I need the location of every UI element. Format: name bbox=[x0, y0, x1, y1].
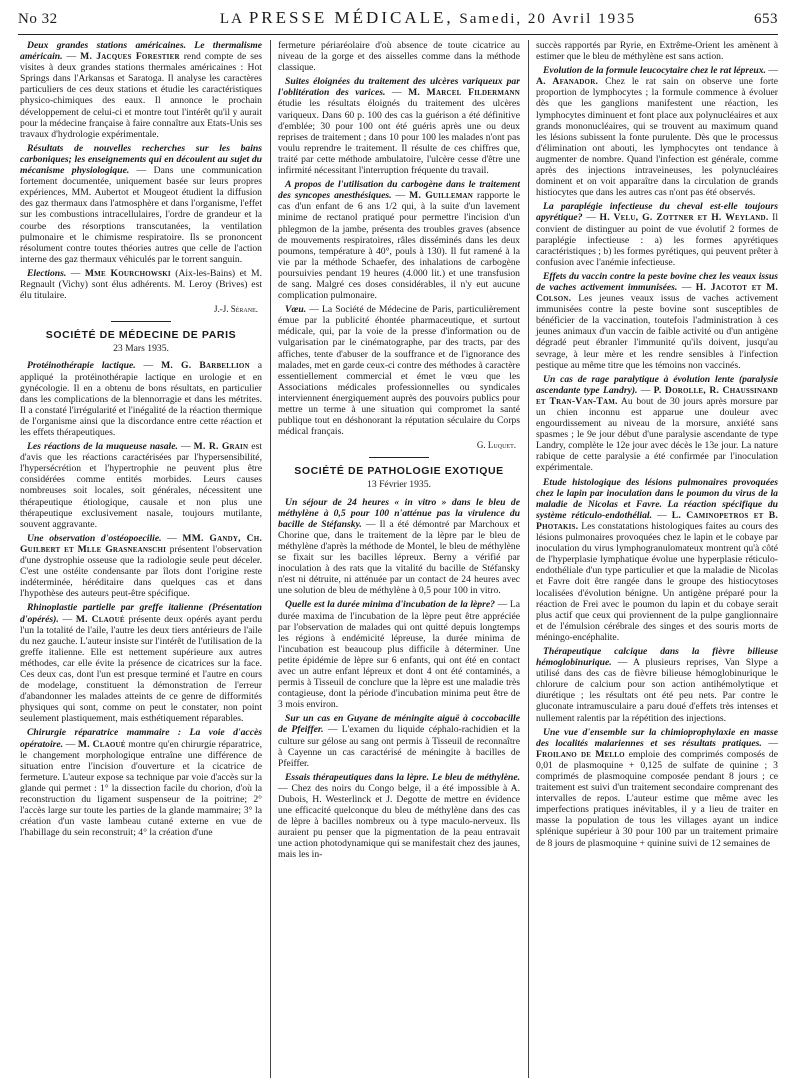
entry-heading: Elections. bbox=[27, 267, 67, 279]
report-entry: Une observation d'ostéopoecilie. — MM. Gandy, Ch. Guilbert et Mlle Grasneanschi présentent l'observation d'une dystrophie osseuse que la radiologie seule peut déceler. C'est une ostéite condensante par îlots dont l'origine reste indéterminée, héréditaire dans quelques cas et dans l'hypothèse des auteurs peut-être spécifique. bbox=[20, 532, 262, 600]
entry-author: M. G. Barbellion bbox=[161, 360, 250, 372]
issue-date: Samedi, 20 Avril 1935 bbox=[459, 11, 637, 27]
journal-title bbox=[148, 8, 708, 28]
entry-heading: Deux grandes stations américaines. Le thermalisme américain. bbox=[20, 40, 262, 63]
report-entry: Chirurgie réparatrice mammaire : La voie d'accès opératoire. — M. Claoué montre qu'en chirurgie réparatrice, le changement morphologique entraîne une différence de situation entre l'incision d'ouverture et la cicatrice de fermeture. L'auteur expose sa technique par voie d'accès sur la glande qui permet : 1° la dissection facile du chorion, d'où la reconstruction du ligament suspenseur de la poitrine; 2° l'accès large sur toute les parties de la glande mammaire; 3° la création d'un vaste lambeau cutané externe en vue de l'habillage du sein reconstruit; 4° la création d'une bbox=[20, 727, 262, 839]
issue-number: No 32 bbox=[18, 11, 58, 27]
entry-list bbox=[20, 360, 262, 838]
entry-heading: Effets du vaccin contre la peste bovine chez les veaux issus de vaches activement immunisées. bbox=[536, 270, 778, 293]
entry-text: a appliqué la protéinothérapie lactique en urologie et en gynécologie. Il en a obtenu de bons résultats, en particulier dans les complications de la blennorragie et dans les métrites. Il a constaté l'irrégularité et l'inégalité de la réaction thermique de l'organisme ainsi que la discordance entre cette réaction et les effets thérapeutiques. bbox=[20, 360, 262, 438]
entry-text: Les jeunes veaux issus de vaches activement immunisées contre la peste bovine sont susceptibles de bénéficier de la vaccination, toutefois l'administration à ces jeunes animaux d'un vaccin de faible activité ou d'un antigène dégradé peut ébranler l'immunité qu'ils doivent, jusqu'au sevrage, à leur mère et les rendre sensibles à l'infection pestique au même titre que les témoins non vaccinés. bbox=[536, 293, 778, 371]
continued-paragraph: succès rapportés par Ryrie, en Extrême-Orient les amènent à estimer que le bleu de méthylène est sans action. bbox=[536, 40, 778, 63]
report-entry: Une vue d'ensemble sur la chimioprophylaxie en masse des localités malariennes et ses résultats pratiques. — Froilano de Mello emploie des comprimés composés de 0,01 de plasmoquine + 0,125 de sulfate de quinine ; 3 comprimés de plasmoquine composée pendant 8 jours ; ce traitement est suivi d'un traitement secondaire comprenant des intervalles de repos. L'auteur estime que même avec les imperfections pratiques inévitables, il y a lieu de traiter en masse la population de tous les villages ayant un indice splénique supérieur à 30 pour 100 par un traitement primaire de 8 jours de plasmoquine + quinine suivi de 12 semaines de bbox=[536, 726, 778, 849]
report-entry: Elections. — Mme Kourchowski (Aix-les-Bains) et M. Regnault (Vichy) sont élus adhérents. M. Leroy (Brives) est élu titulaire. bbox=[20, 267, 262, 302]
entry-text: Au bout de 30 jours après morsure par un chien inconnu est apparue une douleur avec engourdissement au niveau de la morsure, anxiété sans spasmes ; le 9e jour début d'une paralysie ascendante de type Landry, complète le 12e jour avec décès le 13e jour. La nature rabique de cette paralysie a été confirmée par l'inoculation expérimentale. bbox=[536, 395, 778, 474]
entry-heading: Essais thérapeutiques dans la lèpre. Le bleu de méthylène. bbox=[285, 771, 520, 783]
entry-heading: Résultats de nouvelles recherches sur les bains carboniques; les enseignements qui en découlent au sujet du mécanisme physiologique. bbox=[20, 142, 262, 177]
entry-author: Mme Kourchowski bbox=[84, 267, 171, 279]
entry-text: emploie des comprimés composés de 0,01 de plasmoquine + 0,125 de sulfate de quinine ; 3 comprimés de plasmoquine composée pendant 8 jours ; ce traitement est suivi d'un traitement secondaire comprenant des intervalles de repos. L'auteur estime que même avec les imperfections pratiques inévitables, il y a lieu de traiter en masse la population de tous les villages ayant un indice splénique supérieur à 30 pour 100 par un traitement primaire de 8 jours de plasmoquine + quinine suivi de 12 semaines de bbox=[536, 748, 778, 849]
section-divider bbox=[111, 321, 171, 322]
entry-heading: Suites éloignées du traitement des ulcères variqueux par l'oblitération des varices. bbox=[278, 76, 520, 99]
entry-text: A plusieurs reprises, Van Slype a utilisé dans des cas de fièvre bilieuse hémoglobinurique le chlorure de calcium pour son action antihémolytique et diurétique ; les résultats ont été peu nets. Par contre le gluconate intramusculaire a paru doué d'effets très intenses et nullement ralentis par la répétition des injections. bbox=[536, 657, 778, 724]
report-entry: Résultats de nouvelles recherches sur les bains carboniques; les enseignements qui en découlent au sujet du mécanisme physiologique. — Dans une communication fortement documentée, uniquement basée sur leurs propres expériences, MM. Aubertot et Mougeot étudient la diffusion des gaz thermaux dans l'atmosphère et dans l'organisme, l'effet sur les combustions intracellulaires, l'ordre de grandeur et la courbe des résorptions transcutanées, la ventilation pulmonaire et le chimisme respiratoire. Ils se prononcent résolument contre toutes théories autres que celle de l'action interne des gaz thermaux véhiculés par le torrent sanguin. bbox=[20, 142, 262, 265]
report-entry: A propos de l'utilisation du carbogène dans le traitement des syncopes anesthésiques. — M. Guilleman rapporte le cas d'un enfant de 6 ans 1/2 qui, à la suite d'un lavement minime de rectanol pratiqué pour permettre l'incision d'un phlegmon de la jambe, présenta des troubles graves (absence de mouvements respiratoires, râles disséminés dans les deux poumons, température à 40°, pouls à 130). Il fut ramené à la vie par la méthode Schaefer, des inhalations de carbogène poursuivies pendant 19 heures (4.000 lit.) et une transfusion de sang. Malgré ces doses considérables, il n'y eut aucune complication pulmonaire. bbox=[278, 179, 520, 302]
entry-author: P. Dorolle, R. Chaussinand et Tran-Van-Tam. bbox=[536, 384, 778, 407]
entry-text: (Aix-les-Bains) et M. Regnault (Vichy) sont élus adhérents. M. Leroy (Brives) est élu titulaire. bbox=[20, 267, 262, 302]
entry-author: L. Caminopetros et B. Photakis. bbox=[536, 509, 778, 532]
entry-heading: Etude histologique des lésions pulmonaires provoquées chez le lapin par inoculation dans le poumon du virus de la maladie de Nicolas et Favre. La réaction spécifique du système réticulo-endothélial. bbox=[536, 476, 778, 521]
report-entry: Effets du vaccin contre la peste bovine chez les veaux issus de vaches activement immunisées. — H. Jacotot et M. Colson. Les jeunes veaux issus de vaches activement immunisées contre la peste bovine sont susceptibles de bénéficier de la vaccination, toutefois l'administration à ces jeunes animaux d'un vaccin de faible activité ou d'un antigène dégradé peut ébranler l'immunité qu'ils doivent, jusqu'au sevrage, à leur mère et les rendre sensibles à l'infection pestique au même titre que les témoins non vaccinés. bbox=[536, 270, 778, 371]
entry-heading: Un séjour de 24 heures « in vitro » dans le bleu de méthylène à 0,5 pour 100 n'atténue pas la virulence du bacille de Stéfansky. bbox=[278, 496, 520, 530]
column-3 bbox=[528, 40, 778, 1078]
report-entry: Sur un cas en Guyane de méningite aiguë à coccobacille de Pfeiffer. — L'examen du liquide céphalo-rachidien et la culture sur gélose au sang ont permis à Tisseuil de reconnaître à Cayenne un cas caractérisé de méningite à bacilles de Pfeiffer. bbox=[278, 713, 520, 769]
entry-text: Les constatations histologiques faites au cours des lésions pulmonaires provoquées chez le lapin et le cobaye par inoculation du virus lymphogranulomateux montrent qu'à côté de l'hyperplasie lymphatique évolue une hyperplasie réticulo-endothéliale d'un type particulier et que la maladie de Nicolas et Favre doit être rangée dans le groupe des histiocytoses localisées d'évolution bénigne. Un antigène préparé pour la réaction de Frei avec le poumon du lapin et du cobaye serait plus actif que ceux qui proviennent de la pulpe ganglionnaire et de l'émulsion cérébrale des singes et des souris morts de méningo-encéphalite. bbox=[536, 520, 778, 643]
entry-author: M. Jacques Forestier bbox=[80, 51, 180, 63]
entry-heading: Chirurgie réparatrice mammaire : La voie d'accès opératoire. bbox=[20, 727, 262, 750]
entry-text: présente deux opérés ayant perdu l'un la totalité de l'aile, l'autre les deux tiers antérieurs de l'aile du nez gauche. L'auteur insiste sur l'intérêt de l'utilisation de la greffe italienne. Elle est nettement supérieure aux autres méthodes, car elle évite la présence de cicatrices sur la face. Ces deux cas, dont l'un est presque terminé et l'autre en cours de modelage, constituent la démonstration de l'erreur d'abandonner les malades atteints de ce genre de difformités physiques qui sont, comme on peut le constater, non point seulement plastiquement, mais esthétiquement réparables. bbox=[20, 613, 262, 725]
entry-heading: Les réactions de la muqueuse nasale. bbox=[27, 441, 178, 453]
report-entry: Evolution de la formule leucocytaire chez le rat lépreux. — A. Afanador. Chez le rat sain on observe une forte proportion de lymphocytes ; la formule commence à évoluer dès que les ganglions manifestent une réaction, les lymphocytes diminuent et font place aux polynucléaires et aux grands mononucléaires, qui se trouvent au maximum quand les lésions subissent la fonte purulente. Dès que le processus d'élimination ont abouti, les lymphocytes ont tendance à augmenter de nombre. Quand l'infection est générale, comme après des injections intraveineuses, les polynucléaires dominent et on voit apparaître dans la circulation de grands histiocytes que dans les autres cas n'ont pas été observés. bbox=[536, 65, 778, 199]
report-entry: Un cas de rage paralytique à évolution lente (paralysie ascendante type Landry). — P. Dorolle, R. Chaussinand et Tran-Van-Tam. Au bout de 30 jours après morsure par un chien inconnu est apparue une douleur avec engourdissement au niveau de la morsure, anxiété sans spasmes ; le 9e jour début d'une paralysie ascendante de type Landry, complète le 12e jour avec décès le 13e jour. La nature rabique de cette paralysie a été confirmée par l'inoculation expérimentale. bbox=[536, 373, 778, 474]
entry-text: est d'avis que les réactions caractérisées par l'hypersensibilité, l'hypersécrétion et l'hypertrophie ne peuvent plus être considérées comme entités morbides. Leurs causes nombreuses soit locales, soit générales, nécessitent une thérapeutique étiologique, causale et non plus une thérapeutique exclusivement nasale, toujours mutilante, souvent aggravante. bbox=[20, 441, 262, 530]
entry-text: rend compte de ses visites à deux grandes stations thermales américaines : Hot Springs dans l'Arkansas et Saratoga. Il analyse les caractères particuliers de ces deux stations et étudie les caractéristiques physico-chimiques des eaux. Il annonce le prochain développement de celui-ci et montre tout l'intérêt qu'il y aurait pour la médecine française à faire connaître aux Etats-Unis ses travaux d'hydrologie expérimentale. bbox=[20, 51, 262, 140]
page-number: 653 bbox=[754, 11, 778, 27]
entry-author: MM. Gandy, Ch. Guilbert et Mlle Grasneanschi bbox=[20, 532, 262, 555]
entry-heading: La paraplégie infectieuse du cheval est-elle toujours apyrétique? bbox=[536, 201, 778, 224]
report-entry: Vœu. — La Société de Médecine de Paris, particulièrement émue par la publicité éhontée pharmaceutique, et surtout médicale, qui, par la voie de la presse d'information ou de vulgarisation par le cinématographe, par des tracts, par des affiches, tente d'abuser de la souffrance et de l'ignorance des malades, met en garde ceux-ci contre des méthodes à caractère essentiellement commercial et émet le vœu que les Associations médicales professionnelles ou syndicales interviennent énergiquement auprès des pouvoirs publics pour mettre un terme à une situation qui compromet la santé publique tout en déshonorant la réputation séculaire du Corps médical français. bbox=[278, 304, 520, 438]
report-entry: Essais thérapeutiques dans la lèpre. Le bleu de méthylène. — Chez des noirs du Congo belge, il a été impossible à A. Dubois, H. Westerlinck et J. Degotte de mettre en évidence une efficacité quelconque du bleu de méthylène dans des cas de lèpre à bacilles nombreux ou à type maculo-nerveux. Ils auraient pu penser que la pigmentation de la peau entravait une action photodynamique qui se manifestait chez des jaunes, mais les in- bbox=[278, 771, 520, 861]
column-1 bbox=[20, 40, 262, 1078]
entry-list bbox=[278, 76, 520, 437]
entry-list bbox=[278, 497, 520, 861]
report-entry: Thérapeutique calcique dans la fièvre bilieuse hémoglobinurique. — A plusieurs reprises, Van Slype a utilisé dans des cas de fièvre bilieuse hémoglobinurique le chlorure de calcium pour son action antihémolytique et diurétique ; les résultats ont été peu nets. Par contre le gluconate intramusculaire a paru doué d'effets très intenses et nullement ralentis par la répétition des injections. bbox=[536, 645, 778, 724]
entry-heading: Une observation d'ostéopoecilie. bbox=[27, 532, 162, 544]
entry-text: rapporte le cas d'un enfant de 6 ans 1/2 qui, à la suite d'un lavement minime de rectanol pratiqué pour permettre l'incision d'un phlegmon de la jambe, présenta des troubles graves (absence de mouvements respiratoires, râles disséminés dans les deux poumons, température à 40°, pouls à 130). Il fut ramené à la vie par la méthode Schaefer, des inhalations de carbogène poursuivies pendant 19 heures (4.000 lit.) et une transfusion de sang. Malgré ces doses considérables, il n'y eut aucune complication pulmonaire. bbox=[278, 190, 520, 302]
report-entry: Protéinothérapie lactique. — M. G. Barbellion a appliqué la protéinothérapie lactique en urologie et en gynécologie. Il en a obtenu de bons résultats, en particulier dans les complications de la blennorragie et dans les métrites. Il a constaté l'irrégularité et l'inégalité de la réaction thermique de l'organisme ainsi que la discordance entre cette réaction et les effets thérapeutiques. bbox=[20, 360, 262, 438]
report-entry: Suites éloignées du traitement des ulcères variqueux par l'oblitération des varices. — M. Marcel Fildermann étudie les résultats éloignés du traitement des ulcères variqueux. Dans 60 p. 100 des cas la guérison a été définitive d'emblée; 30 pour 100 ont été guéris après une ou deux reprises de traitement ; dans 10 pour 100 les malades n'ont pas voulu reprendre le traitement. Il résulte de ces chiffres que, traité par cette méthode ambulatoire, l'ulcère cesse d'être une infirmité nécessitant l'interruption fréquente du travail. bbox=[278, 76, 520, 177]
entry-author: A. Afanador. bbox=[536, 76, 599, 88]
entry-text: Il a été démontré par Marchoux et Chorine que, dans le traitement de la lèpre par le bleu de méthylène d'après la méthode de Montel, le bleu de méthylène se fixait sur les bacilles lépreux. Berny a vérifié par inoculation à des rats que la vitalité du bacille de Stéfansky n'est ni détruite, ni atténuée par un contact de 24 heures avec une solution de bleu de méthylène à 0,5 pour 100 in vitro. bbox=[278, 518, 520, 597]
report-entry: La paraplégie infectieuse du cheval est-elle toujours apyrétique? — H. Velu, G. Zottner et H. Weyland. Il convient de distinguer au point de vue évolutif 2 formes de paraplégie infectieuse : a) les formes apyrétiques caractéristiques ; b) les formes pyrétiques, qui peuvent prêter à confusion avec l'anémie infectieuse. bbox=[536, 201, 778, 268]
text-columns bbox=[20, 40, 778, 1078]
entry-heading: A propos de l'utilisation du carbogène dans le traitement des syncopes anesthésiques. bbox=[278, 179, 520, 202]
entry-author: M. Marcel Fildermann bbox=[408, 87, 520, 99]
report-entry: Quelle est la durée minima d'incubation de la lèpre? — La durée maxima de l'incubation de la lèpre peut être appréciée par l'observation de malades qui ont quitté depuis longtemps les régions à endémicité lépreuse, la durée minima de l'incubation est beaucoup plus difficile à déterminer. Une petite épidémie de lèpre sur 6 enfants, qui ont été en contact avec un autre enfant lépreux et dont 4 ont été contaminés, a permis à Tisseuil de conclure que la lèpre est une maladie très contagieuse, dont la période d'incubation minima peut être de 3 mois environ. bbox=[278, 599, 520, 711]
report-entry: Deux grandes stations américaines. Le thermalisme américain. — M. Jacques Forestier rend compte de ses visites à deux grandes stations thermales américaines : Hot Springs dans l'Arkansas et Saratoga. Il analyse les caractères particuliers de ces deux stations et étudie les caractéristiques physico-chimiques des eaux. Il annonce le prochain développement de celui-ci et montre tout l'intérêt qu'il y aurait pour la médecine française à faire connaître aux Etats-Unis ses travaux d'hydrologie expérimentale. bbox=[20, 40, 262, 140]
entry-heading: Thérapeutique calcique dans la fièvre bilieuse hémoglobinurique. bbox=[536, 645, 778, 669]
journal-prefix: LA bbox=[219, 11, 244, 27]
entry-list bbox=[20, 40, 262, 301]
entry-author: M. Guilleman bbox=[409, 190, 474, 202]
entry-heading: Sur un cas en Guyane de méningite aiguë à coccobacille de Pfeiffer. bbox=[278, 713, 520, 736]
entry-text: L'examen du liquide céphalo-rachidien et la culture sur gélose au sang ont permis à Tisseuil de reconnaître à Cayenne un cas caractérisé de méningite à bacilles de Pfeiffer. bbox=[278, 724, 520, 769]
entry-heading: Rhinoplastie partielle par greffe italienne (Présentation d'opérés). bbox=[20, 602, 262, 625]
entry-text: montre qu'en chirurgie réparatrice, le changement morphologique entraîne une différence de situation entre l'incision d'ouverture et la cicatrice de fermeture. L'auteur expose sa technique par voie d'accès sur la glande qui permet : 1° la dissection facile du chorion, d'où la reconstruction du ligament suspenseur de la poitrine; 2° l'accès large sur toute les parties de la glande mammaire; 3° la création d'un vaste lambeau cutané externe en vue de l'habillage du sein reconstruit; 4° la création d'une bbox=[20, 738, 262, 839]
report-entry: Un séjour de 24 heures « in vitro » dans le bleu de méthylène à 0,5 pour 100 n'atténue pas la virulence du bacille de Stéfansky. — Il a été démontré par Marchoux et Chorine que, dans le traitement de la lèpre par le bleu de méthylène d'après la méthode de Montel, le bleu de méthylène se fixait sur les bacilles lépreux. Berny a vérifié par inoculation à des rats que la vitalité du bacille de Stéfansky n'est ni détruite, ni atténuée par un contact de 24 heures avec une solution de bleu de méthylène à 0,5 pour 100 in vitro. bbox=[278, 496, 520, 597]
entry-text: La durée maxima de l'incubation de la lèpre peut être appréciée par l'observation de malades qui ont quitté depuis longtemps les régions à endémicité lépreuse, la durée minima de l'incubation est beaucoup plus difficile à déterminer. Une petite épidémie de lèpre sur 6 enfants, qui ont été en contact avec un autre enfant lépreux et dont 4 ont été contaminés, a permis à Tisseuil de conclure que la lèpre est une maladie très contagieuse, dont la période d'incubation minima peut être de 3 mois environ. bbox=[278, 599, 520, 711]
entry-text: Chez des noirs du Congo belge, il a été impossible à A. Dubois, H. Westerlinck et J. Degotte de mettre en évidence une efficacité quelconque du bleu de méthylène dans des cas de lèpre à bacilles nombreux ou à type maculo-nerveux. Ils auraient pu penser que la pigmentation de la peau entravait une action photodynamique qui se manifestait chez des jaunes, mais les in- bbox=[278, 782, 520, 861]
entry-heading: Vœu. bbox=[285, 304, 307, 316]
continued-paragraph: fermeture périaréolaire d'où absence de toute cicatrice au niveau de la gorge et des aisselles comme dans la méthode classique. bbox=[278, 40, 520, 74]
section-title: SOCIÉTÉ DE PATHOLOGIE EXOTIQUE bbox=[294, 465, 504, 478]
report-entry: Les réactions de la muqueuse nasale. — M. R. Grain est d'avis que les réactions caractérisées par l'hypersensibilité, l'hypersécrétion et l'hypertrophie ne peuvent plus être considérées comme entités morbides. Leurs causes nombreuses soit locales, soit générales, nécessitent une thérapeutique étiologique, causale et non plus une thérapeutique exclusivement nasale, toujours mutilante, souvent aggravante. bbox=[20, 441, 262, 530]
signature: J.-J. Sérane. bbox=[213, 304, 258, 315]
entry-author: Froilano de Mello bbox=[536, 748, 625, 760]
entry-text: présentent l'observation d'une dystrophie osseuse que la radiologie seule peut déceler. C'est une ostéite condensante par îlots dont l'origine reste indéterminée, héréditaire dans quelques cas et dans l'hypothèse des auteurs peut-être spécifique. bbox=[20, 543, 262, 600]
entry-author: H. Velu, G. Zottner et H. Weyland. bbox=[599, 212, 769, 224]
masthead-rule bbox=[18, 34, 778, 35]
report-entry: Rhinoplastie partielle par greffe italienne (Présentation d'opérés). — M. Claoué présente deux opérés ayant perdu l'un la totalité de l'aile, l'autre les deux tiers antérieurs de l'aile du nez gauche. L'auteur insiste sur l'intérêt de l'utilisation de la greffe italienne. Elle est nettement supérieure aux autres méthodes, car elle évite la présence de cicatrices sur la face. Ces deux cas, dont l'un est presque terminé et l'autre en cours de modelage, constituent la démonstration de l'erreur d'abandonner les malades atteints de ce genre de difformités physiques qui sont, comme on peut le constater, non point seulement plastiquement, mais esthétiquement réparables. bbox=[20, 602, 262, 725]
entry-heading: Evolution de la formule leucocytaire chez le rat lépreux. bbox=[543, 65, 766, 77]
entry-text: Chez le rat sain on observe une forte proportion de lymphocytes ; la formule commence à évoluer dès que les ganglions manifestent une réaction, les lymphocytes diminuent et font place aux polynucléaires et aux grands mononucléaires, qui se trouvent au maximum quand les lésions subissent la fonte purulente. Dès que le processus d'élimination ont abouti, les lymphocytes ont tendance à augmenter de nombre. Quand l'infection est générale, comme après des injections intraveineuses, les polynucléaires dominent et on voit apparaître dans la circulation de grands histiocytes que dans les autres cas n'ont pas été observés. bbox=[536, 76, 778, 199]
entry-author: M. Claoué bbox=[77, 738, 126, 750]
entry-heading: Un cas de rage paralytique à évolution lente (paralysie ascendante type Landry). bbox=[536, 373, 778, 396]
entry-text: Il convient de distinguer au point de vue évolutif 2 formes de paraplégie infectieuse : a) les formes apyrétiques caractéristiques ; b) les formes pyrétiques, qui peuvent prêter à confusion avec l'anémie infectieuse. bbox=[536, 212, 778, 268]
entry-heading: Quelle est la durée minima d'incubation de la lèpre? bbox=[285, 599, 495, 611]
section-date: 23 Mars 1935. bbox=[113, 343, 169, 355]
entry-heading: Une vue d'ensemble sur la chimioprophylaxie en masse des localités malariennes et ses résultats pratiques. bbox=[536, 726, 778, 749]
entry-author: M. Claoué bbox=[75, 613, 125, 625]
entry-author: H. Jacotot et M. Colson. bbox=[536, 281, 778, 305]
section-title: SOCIÉTÉ DE MÉDECINE DE PARIS bbox=[45, 329, 237, 342]
section-date: 13 Février 1935. bbox=[367, 479, 431, 491]
signature: G. Luquet. bbox=[476, 440, 516, 451]
entry-text: étudie les résultats éloignés du traitement des ulcères variqueux. Dans 60 p. 100 des cas la guérison a été définitive d'emblée; 30 pour 100 ont été guéris après une ou deux reprises de traitement ; dans 10 pour 100 les malades n'ont pas voulu reprendre le traitement. Il résulte de ces chiffres que, traité par cette méthode ambulatoire, l'ulcère cesse d'être une infirmité nécessitant l'interruption fréquente du travail. bbox=[278, 98, 520, 177]
entry-heading: Protéinothérapie lactique. bbox=[27, 360, 136, 372]
journal-name: PRESSE MÉDICALE, bbox=[248, 8, 454, 27]
column-2 bbox=[270, 40, 520, 1078]
section-divider bbox=[369, 457, 429, 458]
report-entry: Etude histologique des lésions pulmonaires provoquées chez le lapin par inoculation dans le poumon du virus de la maladie de Nicolas et Favre. La réaction spécifique du système réticulo-endothélial. — L. Caminopetros et B. Photakis. Les constatations histologiques faites au cours des lésions pulmonaires provoquées chez le lapin et le cobaye par inoculation du virus lymphogranulomateux montrent qu'à côté de l'hyperplasie lymphatique évolue une hyperplasie réticulo-endothéliale d'un type particulier et que la maladie de Nicolas et Favre doit être rangée dans le groupe des histiocytoses localisées d'évolution bénigne. Un antigène préparé pour la réaction de Frei avec le poumon du lapin et du cobaye serait plus actif que ceux qui proviennent de la pulpe ganglionnaire et de l'émulsion cérébrale des singes et des souris morts de méningo-encéphalite. bbox=[536, 476, 778, 643]
entry-author: M. R. Grain bbox=[193, 441, 249, 453]
entry-text: Dans une communication fortement documentée, uniquement basée sur leurs propres expériences, MM. Aubertot et Mougeot étudient la diffusion des gaz thermaux dans l'atmosphère et dans l'organisme, l'effet sur les combustions intracellulaires, l'ordre de grandeur et la courbe des résorptions transcutanées, la ventilation pulmonaire et le chimisme respiratoire. Ils se prononcent résolument contre toutes théories autres que celle de l'action interne des gaz thermaux véhiculés par le torrent sanguin. bbox=[20, 165, 262, 265]
entry-list bbox=[536, 65, 778, 848]
entry-text: La Société de Médecine de Paris, particulièrement émue par la publicité éhontée pharmaceutique, et surtout médicale, qui, par la voie de la presse d'information ou de vulgarisation par le cinématographe, par des tracts, par des affiches, tente d'abuser de la souffrance et de l'ignorance des malades, met en garde ceux-ci contre des méthodes à caractère essentiellement commercial et émet le vœu que les Associations médicales professionnelles ou syndicales interviennent énergiquement auprès des pouvoirs publics pour mettre un terme à une situation qui compromet la santé publique tout en déshonorant la réputation séculaire du Corps médical français. bbox=[278, 304, 520, 438]
